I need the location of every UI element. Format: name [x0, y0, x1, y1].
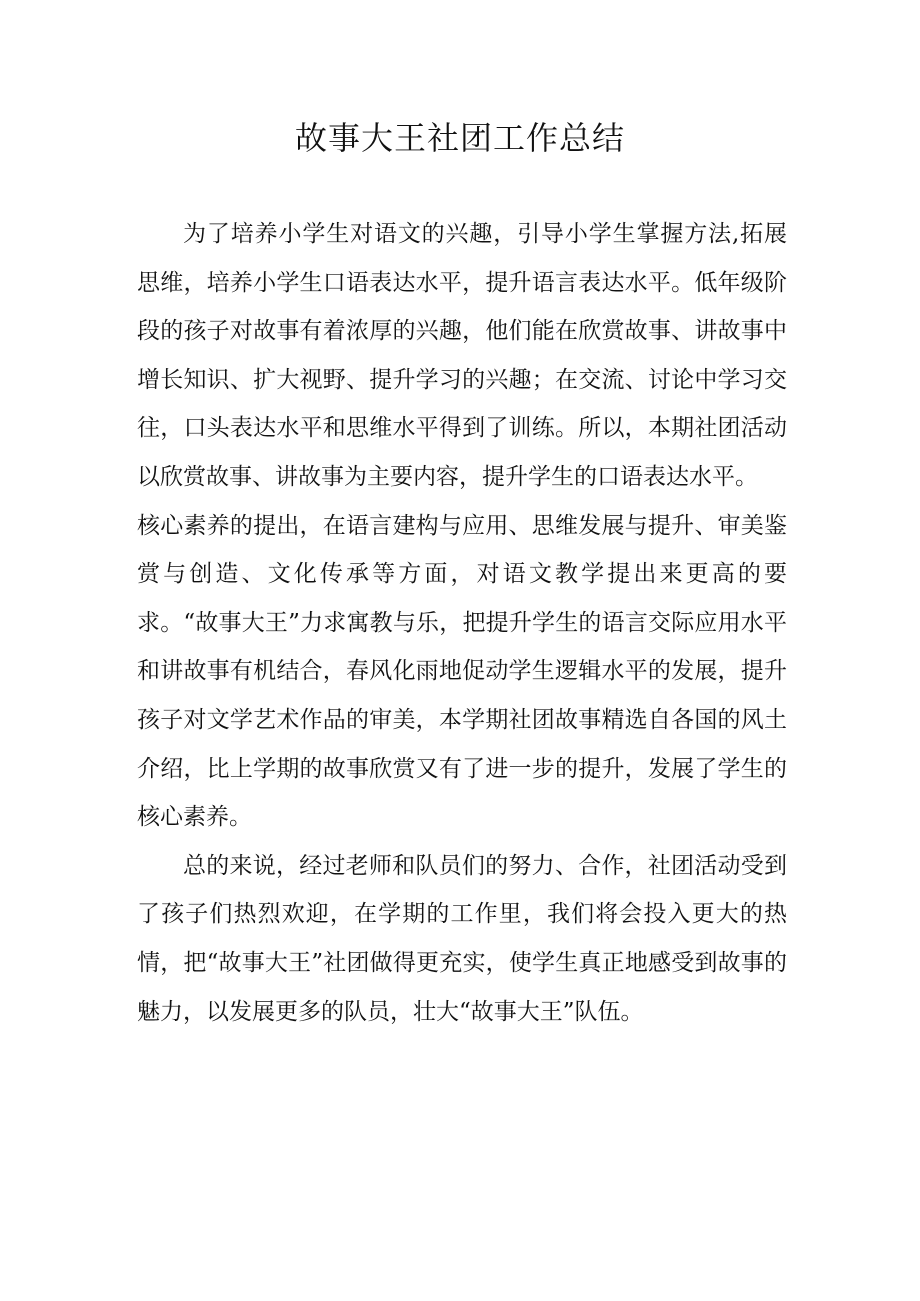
paragraph-intro: 为了培养小学生对语文的兴趣，引导小学生掌握方法,拓展思维，培养小学生口语表达水平，提升语言表达水平。低年级阶段的孩子对故事有着浓厚的兴趣，他们能在欣赏故事、讲故事中增长知识、扩大视野、提升学习的兴趣；在交流、讨论中学习交往，口头表达水平和思维水平得到了训练。所以，本期社团活动以欣赏故事、讲故事为主要内容，提升学生的口语表达水平。 — [137, 221, 787, 490]
paragraph-summary: 总的来说，经过老师和队员们的努力、合作，社团活动受到了孩子们热烈欢迎，在学期的工作里，我们将会投入更大的热情，把“故事大王”社团做得更充实，使学生真正地感受到故事的魅力，以发展更多的队员，壮大“故事大王”队伍。 — [137, 852, 787, 1025]
document-body — [137, 210, 787, 1036]
paragraph-core-literacy: 核心素养的提出，在语言建构与应用、思维发展与提升、审美鉴赏与创造、文化传承等方面，对语文教学提出来更高的要求。“故事大王”力求寓教与乐，把提升学生的语言交际应用水平和讲故事有机结合，春风化雨地促动学生逻辑水平的发展，提升孩子对文学艺术作品的审美，本学期社团故事精选自各国的风土介绍，比上学期的故事欣赏又有了进一步的提升，发展了学生的核心素养。 — [137, 512, 787, 831]
document-title: 故事大王社团工作总结 — [294, 119, 625, 157]
